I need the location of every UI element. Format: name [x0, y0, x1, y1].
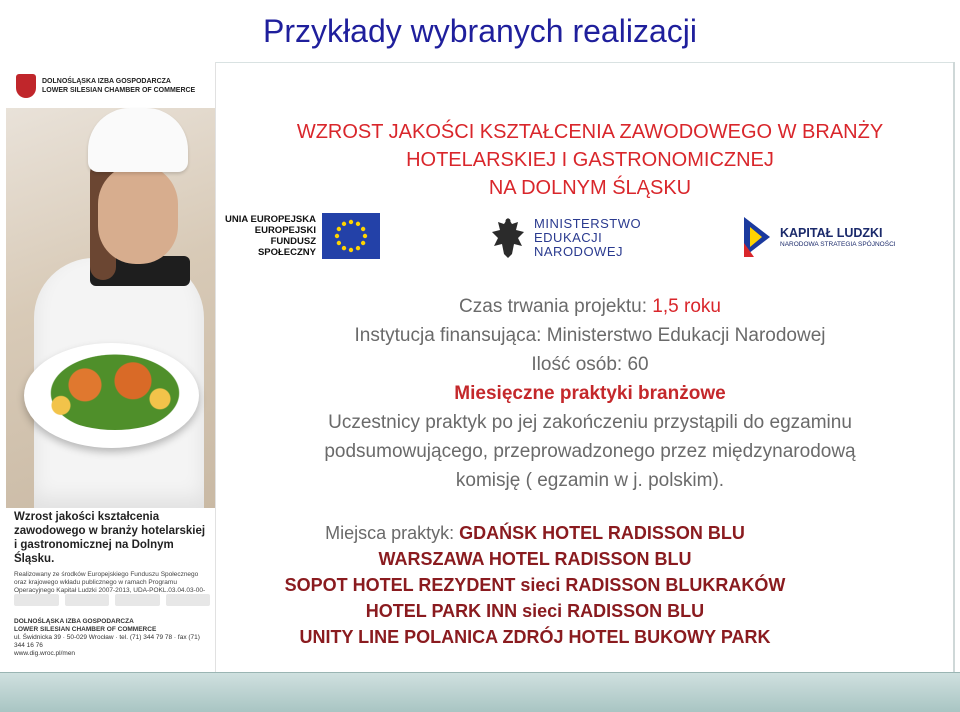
placement-locations [240, 520, 830, 650]
slide-title: Przykłady wybranych realizacji [263, 13, 697, 49]
poster-footer-chamber-en: LOWER SILESIAN CHAMBER OF COMMERCE [14, 626, 157, 633]
eu-star-icon [361, 241, 365, 245]
kapital-ludzki-mark-icon [740, 213, 774, 261]
poster-footer [14, 618, 210, 658]
eu-star-icon [342, 246, 346, 250]
kapital-ludzki-mini-logo [14, 594, 59, 606]
practice-type: Miesięczne praktyki branżowe [454, 383, 726, 404]
headline-line: NA DOLNYM ŚLĄSKU [488, 177, 692, 199]
chamber-name-en: LOWER SILESIAN CHAMBER OF COMMERCE [42, 87, 196, 94]
eu-logo-text: EUROPEJSKI [254, 225, 316, 236]
eu-star-icon [349, 248, 353, 252]
description-line: Uczestnicy praktyk po jej zakończeniu przystąpili do egzaminu [328, 412, 852, 433]
eu-star-icon [337, 241, 341, 245]
headline-line: WZROST JAKOŚCI KSZTAŁCENIA ZAWODOWEGO W BRANŻY [296, 121, 884, 143]
eu-flag-icon [322, 213, 380, 259]
poster-footer-url: www.dig.wroc.pl/men [14, 650, 76, 657]
duration-line [240, 292, 940, 321]
hotel-name: HOTEL PARK INN sieci RADISSON BLU [365, 601, 705, 621]
description-line: komisję ( egzamin w j. polskim). [455, 470, 725, 491]
headline-line: HOTELARSKIEJ I GASTRONOMICZNEJ [406, 149, 774, 171]
divider [953, 62, 955, 672]
eagle-emblem-icon [488, 214, 528, 262]
project-poster [6, 62, 216, 672]
eu-star-icon [337, 227, 341, 231]
ministry-logo-text: EDUKACJI [534, 230, 603, 245]
poster-funding-note: Realizowany ze środków Europejskiego Funduszu Społecznego oraz krajowego wkładu publicznego w ramach Programu Operacyjnego Kapitał Ludzki 2007-2013, UDA-POKL.03.04.03-00- [14, 571, 206, 594]
hotel-name: SOPOT HOTEL REZYDENT sieci RADISSON BLUKRAKÓW [284, 575, 786, 595]
salad-dish [40, 348, 190, 430]
eu-social-fund-logo [220, 212, 390, 260]
eu-star-icon [335, 234, 339, 238]
hotel-name: WARSZAWA HOTEL RADISSON BLU [378, 549, 692, 569]
description-line: podsumowującego, przeprowadzonego przez międzynarodową [324, 441, 856, 462]
eu-star-icon [361, 227, 365, 231]
ministry-mini-logo [115, 594, 160, 606]
poster-footer-chamber: DOLNOŚLĄSKA IZBA GOSPODARCZA [14, 618, 134, 625]
kapital-ludzki-logo [740, 212, 900, 262]
people-count: Ilość osób: 60 [531, 354, 649, 375]
eu-star-icon [342, 222, 346, 226]
divider [215, 62, 955, 63]
chamber-name: DOLNOŚLĄSKA IZBA GOSPODARCZA [42, 78, 171, 85]
regional-school-mini-logo [65, 594, 110, 606]
eu-star-icon [349, 220, 353, 224]
poster-heading: Wzrost jakości kształcenia zawodowego w branży hotelarskiej i gastronomicznej na Dolnym Śląsku. [14, 511, 206, 565]
placement-line [240, 520, 830, 546]
placement-label: Miejsca praktyk: [325, 523, 460, 543]
eu-mini-logo [166, 594, 211, 606]
eu-star-icon [363, 234, 367, 238]
project-headline [240, 118, 940, 202]
duration-value: 1,5 roku [652, 296, 721, 317]
institution-line: Instytucja finansująca: Ministerstwo Edukacji Narodowej [354, 325, 826, 346]
ministry-education-logo [488, 212, 658, 264]
ministry-logo-text: MINISTERSTWO [534, 216, 642, 231]
duration-label: Czas trwania projektu: [459, 296, 653, 317]
hotel-name: UNITY LINE POLANICA ZDRÓJ HOTEL BUKOWY PARK [299, 627, 771, 647]
kapital-ludzki-name: KAPITAŁ LUDZKI [780, 225, 883, 240]
chamber-crest-icon [16, 74, 36, 98]
chef-photo [6, 108, 215, 508]
poster-footer-address: ul. Świdnicka 39 · 50-029 Wrocław · tel. (71) 344 79 78 · fax (71) 344 16 76 [14, 634, 200, 649]
eu-logo-text: FUNDUSZ SPOŁECZNY [257, 236, 316, 258]
hotel-name: GDAŃSK HOTEL RADISSON BLU [459, 523, 745, 543]
poster-logo-strip [14, 590, 210, 610]
eu-logo-text: UNIA EUROPEJSKA [225, 214, 316, 225]
eu-star-icon [356, 246, 360, 250]
kapital-ludzki-subtitle: NARODOWA STRATEGIA SPÓJNOŚCI [780, 240, 896, 248]
ministry-logo-text: NARODOWEJ [534, 244, 623, 259]
bottom-bar [0, 672, 960, 712]
eu-star-icon [356, 222, 360, 226]
chef-face [98, 164, 178, 264]
chamber-logo [16, 72, 206, 100]
project-info [240, 292, 940, 495]
chef-hat-icon [88, 108, 188, 172]
